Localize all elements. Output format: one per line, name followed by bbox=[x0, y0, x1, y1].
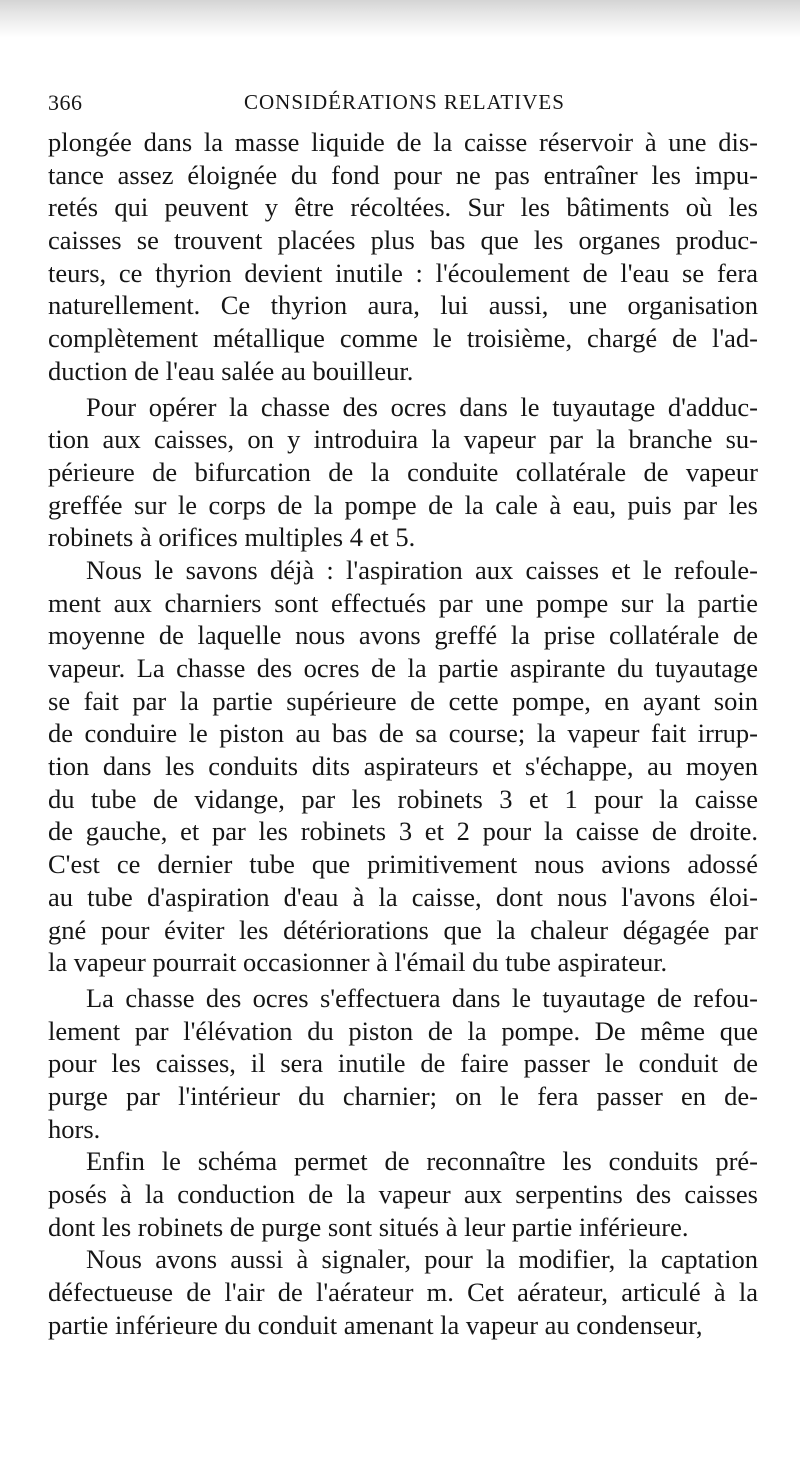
text-line: gné pour éviter les détériorations que la chaleur dégagée par bbox=[48, 914, 758, 945]
text-line: robinets à orifices multiples 4 et 5. bbox=[48, 522, 416, 553]
text-line: ment aux charniers sont effectués par une pompe sur la partie bbox=[48, 587, 758, 618]
text-line: la vapeur pourrait occasionner à l'émail du tube aspirateur. bbox=[48, 947, 668, 978]
text-line: lement par l'élévation du piston de la pompe. De même que bbox=[48, 1015, 758, 1046]
text-line: retés qui peuvent y être récoltées. Sur les bâtiments où les bbox=[48, 192, 758, 223]
book-page bbox=[48, 84, 758, 1341]
text-line: partie inférieure du conduit amenant la vapeur au condenseur, bbox=[48, 1309, 703, 1340]
text-line: pour les caisses, il sera inutile de faire passer le conduit de bbox=[48, 1048, 758, 1079]
text-line: naturellement. Ce thyrion aura, lui aussi, une organisation bbox=[48, 290, 758, 321]
text-line: tance assez éloignée du fond pour ne pas entraîner les impu- bbox=[48, 159, 758, 190]
paragraph bbox=[48, 126, 758, 388]
text-line: La chasse des ocres s'effectuera dans le tuyautage de refou- bbox=[86, 982, 758, 1013]
text-line: tion aux caisses, on y introduira la vapeur par la branche su- bbox=[48, 424, 758, 455]
text-line: Nous le savons déjà : l'aspiration aux caisses et le refoule- bbox=[86, 554, 758, 585]
running-head bbox=[48, 84, 758, 120]
text-line: complètement métallique comme le troisième, chargé de l'ad- bbox=[48, 323, 758, 354]
paragraph bbox=[48, 554, 758, 979]
text-line: au tube d'aspiration d'eau à la caisse, dont nous l'avons éloi- bbox=[48, 881, 758, 912]
text-line: hors. bbox=[48, 1113, 101, 1144]
body-text bbox=[48, 126, 758, 1341]
text-line: moyenne de laquelle nous avons greffé la prise collatérale de bbox=[48, 620, 758, 651]
paragraph bbox=[48, 1145, 758, 1243]
text-line: tion dans les conduits dits aspirateurs et s'échappe, au moyen bbox=[48, 751, 758, 782]
text-line: Enfin le schéma permet de reconnaître les conduits pré- bbox=[86, 1146, 758, 1177]
text-line: se fait par la partie supérieure de cette pompe, en ayant soin bbox=[48, 685, 758, 716]
paragraph bbox=[48, 391, 758, 554]
text-line: caisses se trouvent placées plus bas que les organes produc- bbox=[48, 225, 758, 256]
text-line: périeure de bifurcation de la conduite collatérale de vapeur bbox=[48, 456, 758, 487]
text-line: dont les robinets de purge sont situés à leur partie inférieure. bbox=[48, 1211, 689, 1242]
scan-edge-noise bbox=[0, 0, 800, 38]
text-line: Pour opérer la chasse des ocres dans le tuyautage d'adduc- bbox=[86, 391, 758, 422]
text-line: de conduire le piston au bas de sa course; la vapeur fait irrup- bbox=[48, 718, 758, 749]
paragraph bbox=[48, 1243, 758, 1341]
running-title: CONSIDÉRATIONS RELATIVES bbox=[244, 90, 565, 114]
page-number: 366 bbox=[48, 90, 83, 115]
text-line: C'est ce dernier tube que primitivement nous avions adossé bbox=[48, 849, 758, 880]
text-line: de gauche, et par les robinets 3 et 2 pour la caisse de droite. bbox=[48, 816, 758, 847]
text-line: duction de l'eau salée au bouilleur. bbox=[48, 355, 414, 386]
text-line: greffée sur le corps de la pompe de la cale à eau, puis par les bbox=[48, 489, 758, 520]
text-line: posés à la conduction de la vapeur aux serpentins des caisses bbox=[48, 1179, 758, 1209]
paragraph bbox=[48, 982, 758, 1145]
text-line: Nous avons aussi à signaler, pour la modifier, la captation bbox=[86, 1244, 758, 1275]
text-line: purge par l'intérieur du charnier; on le fera passer en de- bbox=[48, 1080, 758, 1111]
text-line: teurs, ce thyrion devient inutile : l'écoulement de l'eau se fera bbox=[48, 257, 758, 288]
text-line: défectueuse de l'air de l'aérateur m. Cet aérateur, articulé à la bbox=[48, 1277, 758, 1308]
text-line: vapeur. La chasse des ocres de la partie aspirante du tuyautage bbox=[48, 653, 758, 683]
text-line: plongée dans la masse liquide de la caisse réservoir à une dis- bbox=[48, 127, 758, 157]
text-line: du tube de vidange, par les robinets 3 et 1 pour la caisse bbox=[48, 783, 758, 814]
